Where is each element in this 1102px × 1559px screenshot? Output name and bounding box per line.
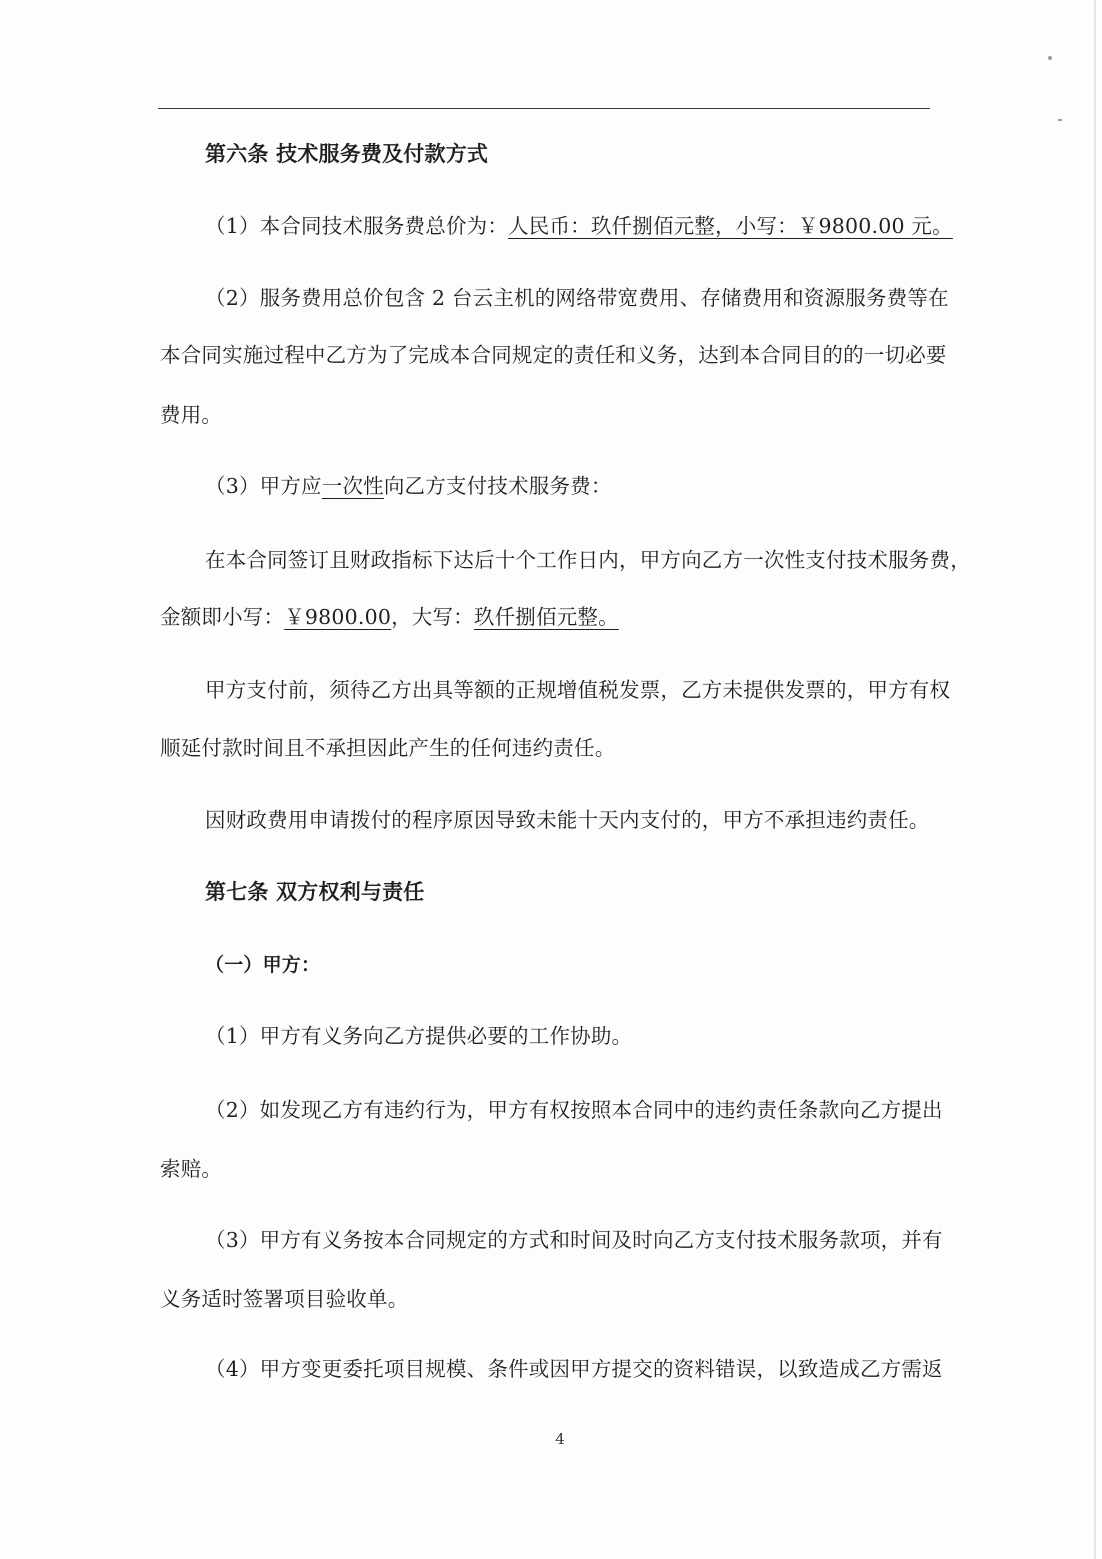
delay-clause: 因财政费用申请拨付的程序原因导致未能十天内支付的，甲方不承担违约责任。 xyxy=(205,808,930,832)
article-7-title: 第七条 双方权利与责任 xyxy=(205,880,425,904)
article-7-item-1: （1）甲方有义务向乙方提供必要的工作协助。 xyxy=(205,1024,633,1048)
article-6-item-2-line-2: 本合同实施过程中乙方为了完成本合同规定的责任和义务，达到本合同目的的一切必要 xyxy=(160,343,947,367)
article-6-item-3 xyxy=(205,472,995,500)
item-3-prefix: （3）甲方应 xyxy=(205,474,322,498)
article-6-item-1 xyxy=(205,212,995,240)
payment-prefix: 金额即小写： xyxy=(160,605,285,629)
item-3-suffix: 向乙方支付技术服务费： xyxy=(383,474,612,498)
article-7-item-2-line-2: 索赔。 xyxy=(160,1157,223,1181)
party-a-heading: （一）甲方： xyxy=(205,954,321,976)
article-6-item-2-line-1: （2）服务费用总价包含 2 台云主机的网络带宽费用、存储费用和资源服务费等在 xyxy=(205,286,949,310)
payment-big-amount: 玖仟捌佰元整。 xyxy=(473,605,619,629)
article-7-item-3-line-2: 义务适时签署项目验收单。 xyxy=(160,1287,409,1311)
total-price-amount: 人民币：玖仟捌佰元整，小写：￥9800.00 元。 xyxy=(508,214,953,238)
payment-middle: ，大写： xyxy=(391,605,474,629)
header-rule xyxy=(158,108,930,109)
one-time-payment: 一次性 xyxy=(321,474,384,498)
article-6-item-2-line-3: 费用。 xyxy=(160,403,223,427)
item-1-prefix: （1）本合同技术服务费总价为： xyxy=(205,214,509,238)
invoice-line-2: 顺延付款时间且不承担因此产生的任何违约责任。 xyxy=(160,736,616,760)
scan-speck xyxy=(1058,119,1062,121)
payment-small-amount: ￥9800.00 xyxy=(284,605,392,629)
article-7-item-2-line-1: （2）如发现乙方有违约行为，甲方有权按照本合同中的违约责任条款向乙方提出 xyxy=(205,1098,943,1122)
article-6-title: 第六条 技术服务费及付款方式 xyxy=(205,142,489,166)
invoice-line-1: 甲方支付前，须待乙方出具等额的正规增值税发票，乙方未提供发票的，甲方有权 xyxy=(205,678,951,702)
scan-edge-shadow xyxy=(1094,0,1096,1559)
article-7-item-4-line-1: （4）甲方变更委托项目规模、条件或因甲方提交的资料错误，以致造成乙方需返 xyxy=(205,1357,943,1381)
article-7-item-3-line-1: （3）甲方有义务按本合同规定的方式和时间及时向乙方支付技术服务款项，并有 xyxy=(205,1228,943,1252)
payment-line-2 xyxy=(160,603,950,631)
scan-speck xyxy=(1048,56,1052,60)
page-number: 4 xyxy=(555,1430,565,1448)
payment-line-1: 在本合同签订且财政指标下达后十个工作日内，甲方向乙方一次性支付技术服务费， xyxy=(205,548,971,572)
